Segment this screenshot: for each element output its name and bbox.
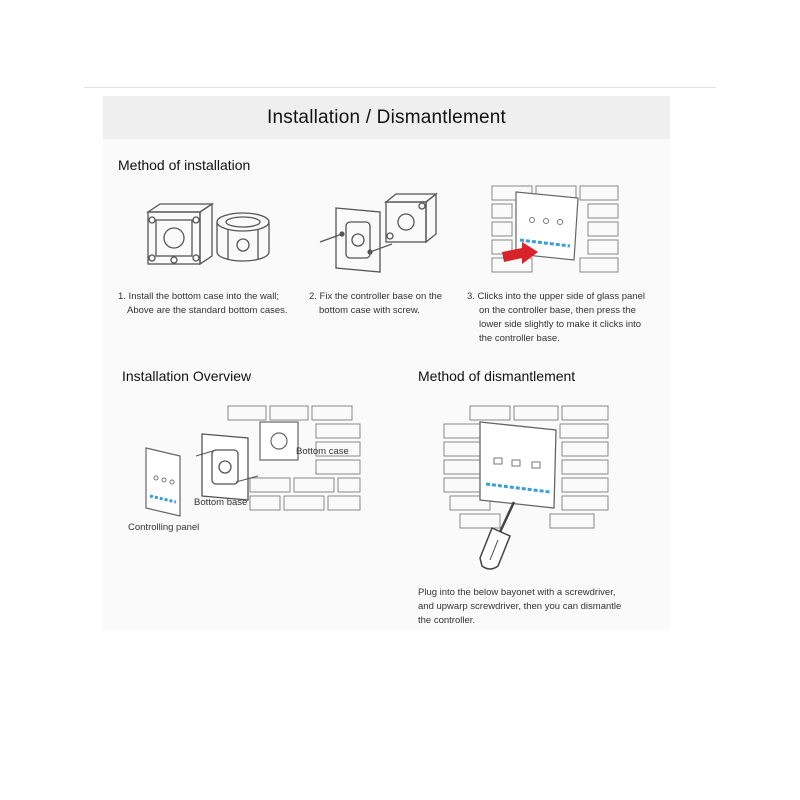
junction-box-icon [260, 422, 298, 460]
junction-box-icon [148, 204, 212, 264]
screw-icon [320, 232, 392, 254]
bottom-base-label: Bottom base [194, 497, 248, 508]
touch-panel-icon [480, 422, 556, 508]
title-band [103, 96, 670, 139]
page-title: Installation / Dismantlement [267, 106, 506, 128]
controller-base-frame [336, 208, 380, 272]
step-2-caption: 2. Fix the controller base on the bottom case with screw. [309, 291, 443, 316]
step-3-caption: 3. Clicks into the upper side of glass panel on the controller base, then press the lower side slightly to make it clicks into the controller base. [467, 291, 645, 344]
bottom-case-label: Bottom case [296, 446, 349, 457]
top-divider [84, 87, 716, 88]
dismantlement-method-heading: Method of dismantlement [418, 368, 576, 384]
installation-method-heading: Method of installation [118, 157, 251, 173]
dismantlement-illustration [440, 400, 615, 575]
round-junction-box-icon [217, 213, 269, 261]
step1-illustration [140, 200, 280, 275]
step2-illustration [318, 190, 448, 280]
installation-overview-heading: Installation Overview [122, 368, 252, 384]
dismantlement-caption: Plug into the below bayonet with a screwdriver, and upwarp screwdriver, then you can dismantle the controller. [418, 587, 622, 626]
installation-overview-illustration [140, 400, 370, 530]
controller-base-frame [202, 434, 248, 500]
screwdriver-icon [480, 502, 514, 569]
step3-illustration [488, 182, 623, 282]
controlling-panel-label: Controlling panel [128, 522, 200, 533]
touch-panel-icon [146, 448, 180, 516]
step-1-caption: 1. Install the bottom case into the wall; Above are the standard bottom cases. [118, 291, 288, 316]
